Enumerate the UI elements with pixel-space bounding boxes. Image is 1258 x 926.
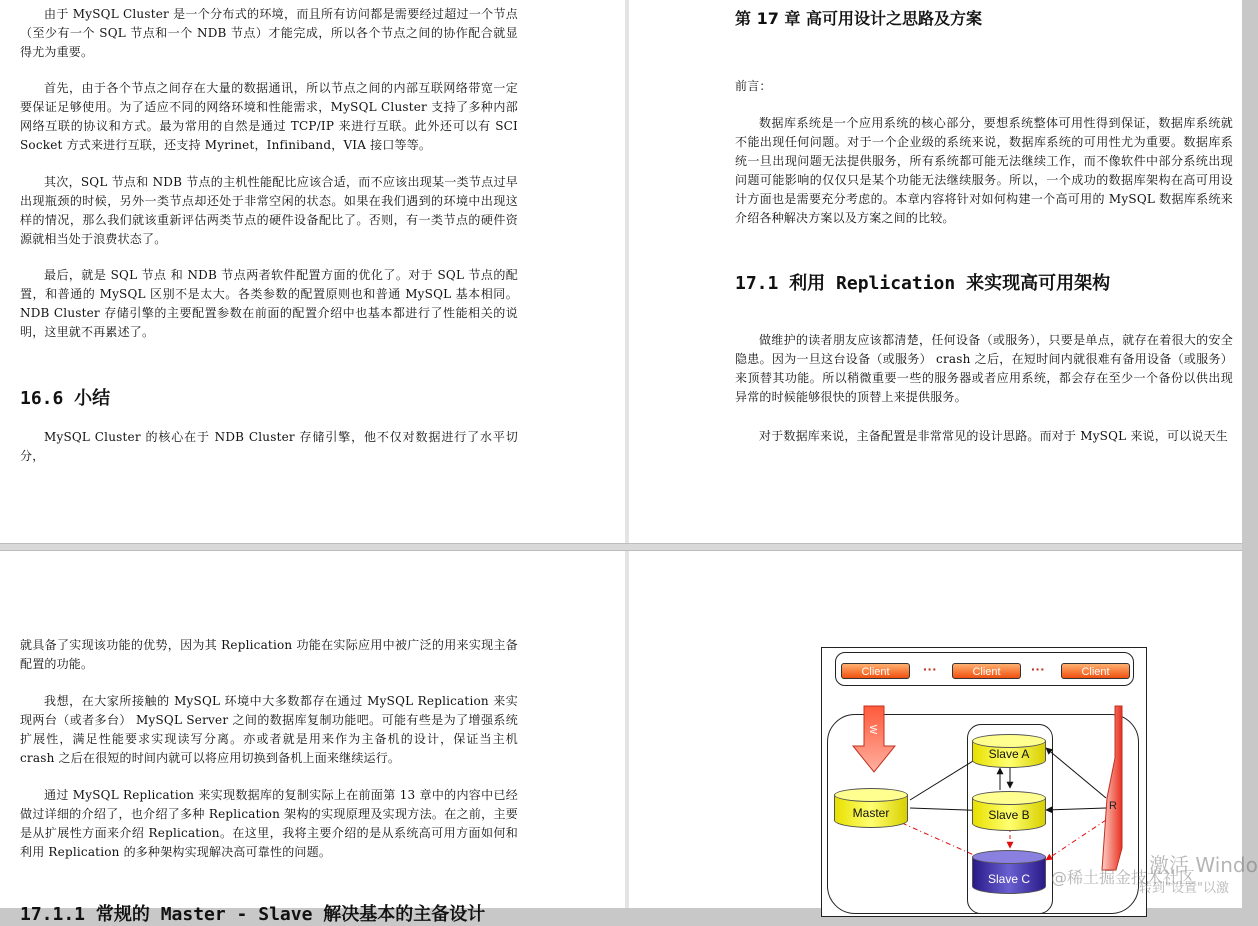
paragraph: 做维护的读者朋友应该都清楚，任何设备（或服务），只要是单点，就存在着很大的安全隐患。因为一旦这台设备（或服务） crash 之后，在短时间内就很难有备用设备（或服务）来顶替其功能。所以稍微重要一些的服务器或者应用系统，都会存在至少一个备份以供出现异常的时候能够很快的顶替上来提供服务。: [735, 333, 1233, 404]
document-page-3: [0, 551, 625, 925]
ellipsis: ···: [1031, 661, 1045, 677]
client-box: Client: [1061, 663, 1130, 679]
paragraph: 对于数据库来说，主备配置是非常常见的设计思路。而对于 MySQL 来说，可以说天生: [759, 429, 1228, 443]
paragraph: 首先，由于各个节点之间存在大量的数据通讯，所以节点之间的内部互联网络带宽一定要保证足够使用。为了适应不同的网络环境和性能需求，MySQL Cluster 支持了多种内部网络互联的协议和方式。最为常用的自然是通过 TCP/IP 来进行互联。此外还可以有 SCI Socket 方式来进行互联，还支持 Myrinet，Infiniband，VIA 接口等等。: [20, 81, 518, 152]
slave-c-db: Slave C: [972, 850, 1046, 894]
read-arrow-dashed: [1046, 820, 1106, 860]
document-page-1: [0, 0, 625, 543]
paragraph: 通过 MySQL Replication 来实现数据库的复制实际上在前面第 13 章中的内容中已经做过详细的介绍了，也介绍了多种 Replication 架构的实现原理及实现方法。在之前，主要是从扩展性方面来介绍 Replication。在这里，我将主要介绍的是从系统高可用方面如何和利用 Replication 的多种架构实现解决高可靠性的问题。: [20, 788, 518, 859]
preface-label: 前言：: [735, 79, 772, 93]
windows-activation-subtext: 转到"设置"以激: [1139, 881, 1229, 896]
document-page-4: [629, 551, 1258, 908]
ellipsis: ···: [923, 661, 937, 677]
chapter-title: 第 17 章 高可用设计之思路及方案: [735, 9, 982, 28]
write-arrow: [853, 706, 895, 772]
paragraph: 由于 MySQL Cluster 是一个分布式的环境，而且所有访问都是需要经过超过一个节点（至少有一个 SQL 节点和一个 NDB 节点）才能完成，所以各个节点之间的协作配合就显得尤为重要。: [20, 7, 518, 59]
slave-b-db: Slave B: [972, 791, 1046, 831]
client-box: Client: [841, 663, 910, 679]
paragraph: 最后，就是 SQL 节点 和 NDB 节点两者软件配置方面的优化了。对于 SQL 节点的配置，和普通的 MySQL 区别不是太大。各类参数的配置原则也和普通 MySQL 基本相同。NDB Cluster 存储引擎的主要配置参数在前面的配置介绍中也基本都进行了性能相关的说明，这里就不再累述了。: [20, 268, 518, 339]
section-heading-cut: 17.1.1 常规的 Master - Slave 解决基本的主备设计: [20, 904, 486, 925]
paragraph: 就具备了实现该功能的优势，因为其 Replication 功能在实际应用中被广泛的用来实现主备配置的功能。: [20, 638, 518, 671]
read-arrow: [1102, 706, 1122, 870]
read-label: R: [1109, 800, 1117, 812]
community-watermark: @稀土掘金技术社区: [1051, 868, 1196, 887]
paragraph: 其次，SQL 节点和 NDB 节点的主机性能配比应该合适，而不应该出现某一类节点过早出现瓶颈的时候，另外一类节点却还处于非常空闲的状态。如果在我们遇到的环境中出现这样的情况，那么我们就该重新评估两类节点的硬件设备配比了。否则，有一类节点的硬件资源就相当处于浪费状态了。: [20, 175, 518, 246]
slave-a-db: Slave A: [972, 734, 1046, 768]
client-box: Client: [952, 663, 1021, 679]
read-arrow-line: [1046, 808, 1106, 810]
section-heading: 17.1 利用 Replication 来实现高可用架构: [735, 273, 1111, 294]
read-arrow-line: [1046, 748, 1106, 798]
page-gap-horizontal: [0, 543, 1242, 551]
paragraph: MySQL Cluster 的核心在于 NDB Cluster 存储引擎，他不仅对数据进行了水平切分，: [20, 430, 518, 463]
paragraph: 我想，在大家所接触的 MySQL 环境中大多数都存在通过 MySQL Replication 来实现两台（或者多台） MySQL Server 之间的数据库复制功能吧。可能有些是为了增强系统扩展性，满足性能要求实现读写分离。亦或者就是用来作为主备机的设计，保证当主机 crash 之后在很短的时间内就可以将应用切换到备机上面来继续运行。: [20, 694, 518, 765]
section-heading: 16.6 小结: [20, 388, 111, 409]
paragraph: 数据库系统是一个应用系统的核心部分，要想系统整体可用性得到保证，数据库系统就不能出现任何问题。对于一个企业级的系统来说，数据库系统的可用性尤为重要。数据库系统一旦出现问题无法提供服务，所有系统都可能无法继续工作，而不像软件中部分系统出现问题可能影响的仅仅只是某个功能无法继续服务。所以，一个成功的数据库架构在高可用设计方面也是需要充分考虑的。本章内容将针对如何构建一个高可用的 MySQL 数据库系统来介绍各种解决方案以及方案之间的比较。: [735, 116, 1233, 225]
windows-activation-watermark: 激活 Windo: [1149, 853, 1258, 877]
write-label: W: [867, 724, 879, 735]
document-page-2: [629, 0, 1242, 543]
master-db: Master: [834, 788, 908, 828]
